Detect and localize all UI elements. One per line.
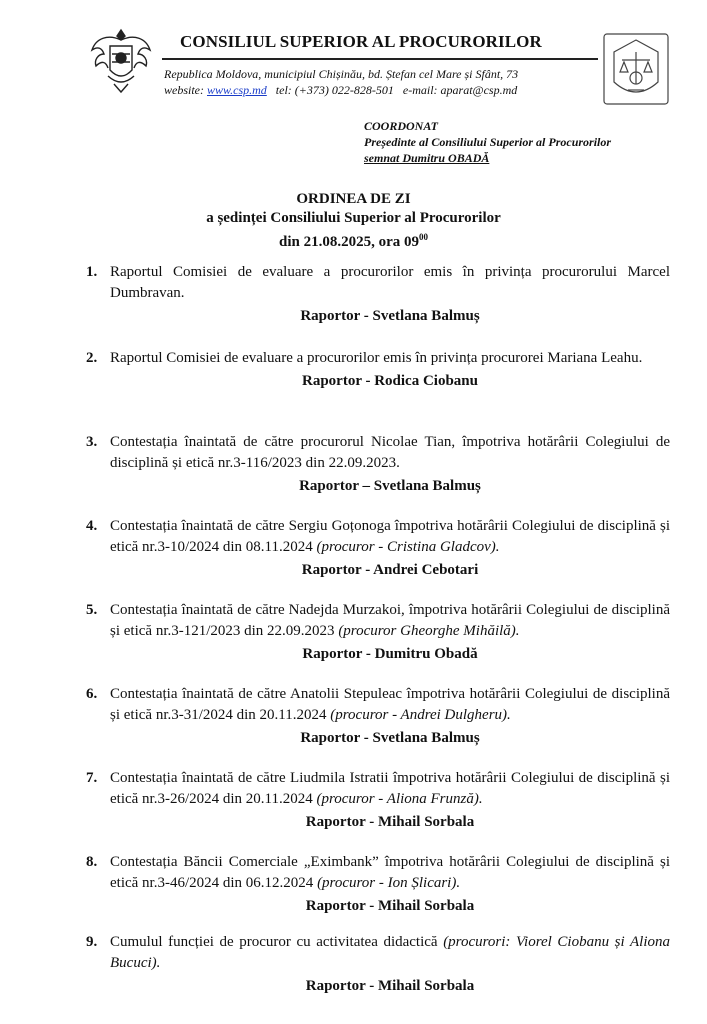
item-description: Raportul Comisiei de evaluare a procurorilor emis în privința procurorei Mariana Leahu. bbox=[110, 350, 643, 366]
item-text bbox=[110, 348, 670, 369]
item-note: (procuror Gheorghe Mihăilă). bbox=[338, 623, 520, 639]
item-text bbox=[110, 768, 670, 810]
item-text bbox=[110, 852, 670, 894]
item-rapporteur: Raportor - Rodica Ciobanu bbox=[302, 373, 478, 389]
item-number: 8. bbox=[86, 854, 98, 870]
item-rapporteur: Raportor - Andrei Cebotari bbox=[301, 562, 479, 578]
item-description: Contestația Băncii Comerciale „Eximbank” împotriva hotărârii Colegiului de disciplină și etică nr.3-46/2024 din 06.12.2024 bbox=[110, 854, 670, 891]
item-note: (procuror - Aliona Frunză). bbox=[316, 791, 483, 807]
item-rapporteur: Raportor - Mihail Sorbala bbox=[305, 814, 475, 830]
item-number: 9. bbox=[86, 934, 98, 950]
coordination-role: Președinte al Consiliului Superior al Procurorilor bbox=[364, 135, 612, 149]
item-number: 4. bbox=[86, 518, 98, 534]
agenda-item bbox=[86, 600, 670, 665]
item-rapporteur: Raportor - Mihail Sorbala bbox=[305, 898, 475, 914]
organization-name: CONSILIUL SUPERIOR AL PROCURORILOR bbox=[180, 32, 542, 51]
website-link[interactable]: www.csp.md bbox=[207, 83, 267, 97]
item-number: 2. bbox=[86, 350, 98, 366]
header-divider bbox=[162, 58, 598, 60]
item-rapporteur: Raportor - Svetlana Balmuș bbox=[300, 308, 480, 324]
item-rapporteur: Raportor – Svetlana Balmuș bbox=[299, 478, 481, 494]
coordination-label: COORDONAT bbox=[364, 119, 439, 133]
item-text bbox=[110, 262, 670, 304]
agenda-item bbox=[86, 768, 670, 833]
item-text bbox=[110, 516, 670, 558]
item-number: 6. bbox=[86, 686, 98, 702]
agenda-item bbox=[86, 516, 670, 581]
agenda-subtitle: a ședinței Consiliului Superior al Procurorilor bbox=[206, 210, 501, 226]
address-line: Republica Moldova, municipiul Chișinău, bd. Ștefan cel Mare și Sfânt, 73 bbox=[164, 67, 519, 81]
agenda-heading bbox=[0, 190, 707, 252]
item-description: Cumulul funcției de procuror cu activitatea didactică bbox=[110, 934, 444, 950]
item-note: (procuror - Ion Șlicari). bbox=[317, 875, 461, 891]
item-text bbox=[110, 684, 670, 726]
item-note: (procuror - Andrei Dulgheru). bbox=[330, 707, 511, 723]
agenda-title: ORDINEA DE ZI bbox=[296, 191, 411, 207]
agenda-item bbox=[86, 262, 670, 327]
item-text bbox=[110, 932, 670, 974]
agenda-item bbox=[86, 932, 670, 997]
item-description: Contestația înaintată de către procurorul Nicolae Tian, împotriva hotărârii Colegiului de disciplină și etică nr.3-116/2023 din 22.09.2023. bbox=[110, 434, 670, 471]
item-description: Contestația înaintată de către Nadejda Murzakoi, împotriva hotărârii Colegiului de disciplină și etică nr.3-121/2023 din 22.09.2023 bbox=[110, 602, 670, 639]
item-note: (procuror - Cristina Gladcov). bbox=[316, 539, 500, 555]
item-rapporteur: Raportor - Dumitru Obadă bbox=[302, 646, 478, 662]
contact-line bbox=[164, 82, 604, 98]
contact-block bbox=[164, 66, 604, 98]
item-rapporteur: Raportor - Svetlana Balmuș bbox=[300, 730, 480, 746]
phone-text: tel: (+373) 022-828-501 bbox=[275, 83, 394, 97]
agenda-time-minutes: 00 bbox=[419, 232, 428, 242]
csp-seal-icon bbox=[602, 32, 670, 106]
item-rapporteur: Raportor - Mihail Sorbala bbox=[305, 978, 475, 994]
item-number: 5. bbox=[86, 602, 98, 618]
item-description: Raportul Comisiei de evaluare a procurorilor emis în privința procurorului Marcel Dumbravan. bbox=[110, 264, 670, 301]
agenda-item bbox=[86, 348, 670, 392]
agenda-item bbox=[86, 684, 670, 749]
item-text bbox=[110, 600, 670, 642]
agenda-item bbox=[86, 852, 670, 917]
item-description: Contestația înaintată de către Sergiu Goțonoga împotriva hotărârii Colegiului de disciplină și etică nr.3-10/2024 din 08.11.2024 bbox=[110, 518, 670, 555]
agenda-date-text: din 21.08.2025, ora 09 bbox=[278, 234, 419, 250]
coordination-block bbox=[364, 118, 684, 166]
item-number: 7. bbox=[86, 770, 98, 786]
item-description: Contestația înaintată de către Anatolii Stepuleac împotriva hotărârii Colegiului de disciplină și etică nr.3-31/2024 din 20.11.2024 bbox=[110, 686, 670, 723]
item-text bbox=[110, 432, 670, 474]
agenda-item bbox=[86, 432, 670, 497]
item-number: 3. bbox=[86, 434, 98, 450]
agenda-date bbox=[0, 228, 707, 252]
website-label: website: bbox=[164, 83, 204, 97]
email-text: e-mail: aparat@csp.md bbox=[402, 83, 518, 97]
signature-line: semnat Dumitru OBADĂ bbox=[364, 151, 490, 165]
item-note: (procurori: Viorel Ciobanu și Aliona Bucuci). bbox=[110, 934, 670, 971]
item-description: Contestația înaintată de către Liudmila Istratii împotriva hotărârii Colegiului de disciplină și etică nr.3-26/2024 din 20.11.2024 bbox=[110, 770, 670, 807]
moldova-coat-of-arms-icon bbox=[88, 24, 154, 96]
item-number: 1. bbox=[86, 264, 98, 280]
